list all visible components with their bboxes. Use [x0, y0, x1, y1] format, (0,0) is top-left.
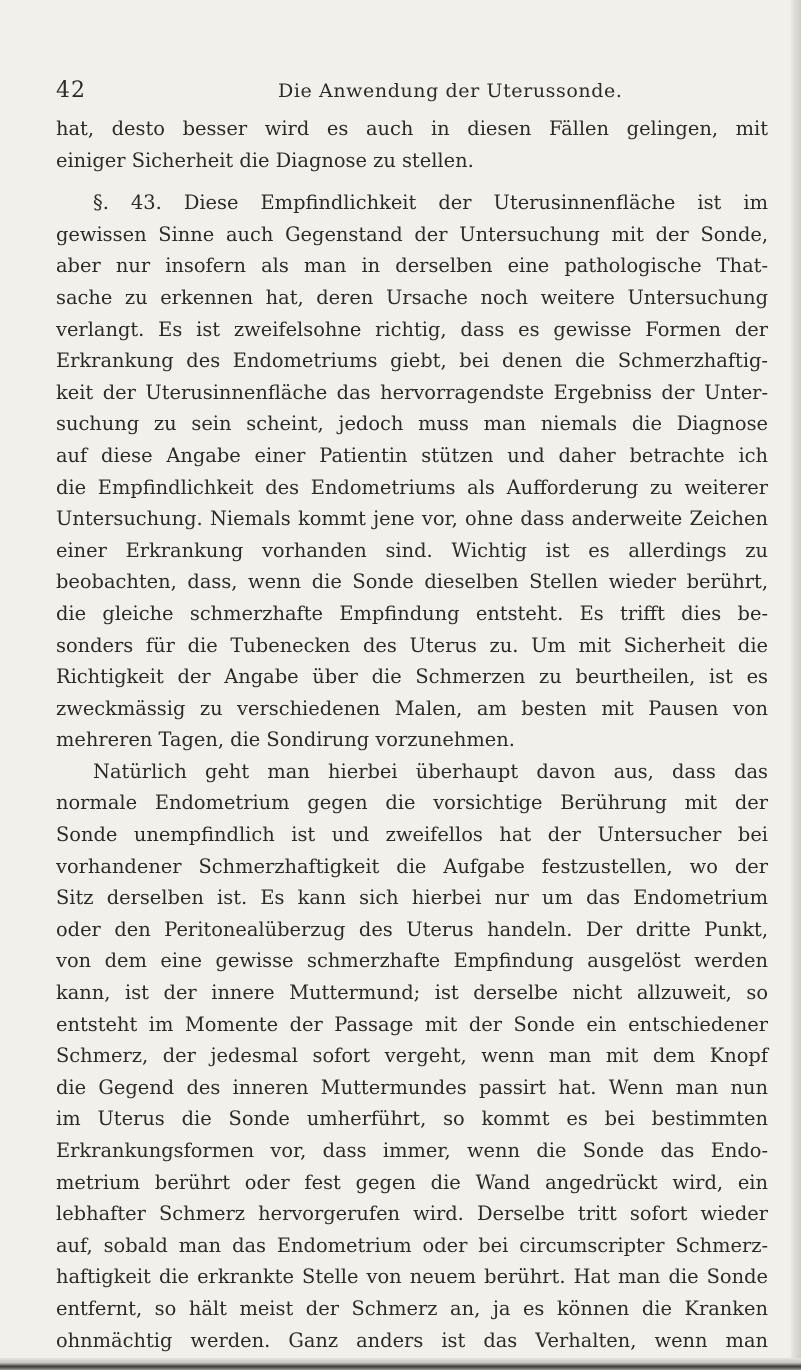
text-line: mehreren Tagen, die Sondirung vorzunehmen.	[56, 728, 515, 752]
text-line: aber nur insofern als man in derselben eine pathologische That-	[56, 254, 768, 278]
text-line: sache zu erkennen hat, deren Ursache noch weitere Untersuchung	[56, 285, 768, 309]
text-line: im Uterus die Sonde umherführt, so kommt es bei bestimmten	[56, 1107, 768, 1131]
text-line: Schmerz, der jedesmal sofort vergeht, wenn man mit dem Knopf	[56, 1044, 768, 1068]
text-line: lebhafter Schmerz hervorgerufen wird. Derselbe tritt sofort wieder	[56, 1202, 768, 1226]
text-line: suchung zu sein scheint, jedoch muss man niemals die Diagnose	[56, 412, 768, 436]
text-line: Erkrankung des Endometriums giebt, bei denen die Schmerzhaftig-	[56, 349, 768, 373]
text-line: die Gegend des inneren Muttermundes passirt hat. Wenn man nun	[56, 1075, 768, 1099]
page-number: 42	[56, 78, 86, 103]
text-line: Natürlich geht man hierbei überhaupt davon aus, dass das	[93, 759, 768, 783]
paragraph-gap	[56, 176, 768, 187]
text-line: hat, desto besser wird es auch in diesen Fällen gelingen, mit	[56, 117, 768, 140]
text-line: ohnmächtig werden. Ganz anders ist das Verhalten, wenn man	[56, 1328, 768, 1352]
text-line: beobachten, dass, wenn die Sonde dieselben Stellen wieder berührt,	[56, 570, 768, 594]
text-line: Sonde unempfindlich ist und zweifellos hat der Untersucher bei	[56, 823, 768, 847]
text-line: kann, ist der innere Muttermund; ist derselbe nicht allzuweit, so	[56, 981, 768, 1005]
body-text	[56, 113, 768, 1356]
text-line: entsteht im Momente der Passage mit der Sonde ein entschiedener	[56, 1012, 768, 1036]
page-edge-right	[791, 0, 801, 1370]
text-line: entfernt, so hält meist der Schmerz an, ja es können die Kranken	[56, 1296, 768, 1320]
text-line: die Empfindlichkeit des Endometriums als Aufforderung zu weiterer	[56, 475, 768, 499]
paragraph	[56, 113, 768, 176]
text-line: haftigkeit die erkrankte Stelle von neuem berührt. Hat man die Sonde	[56, 1265, 768, 1289]
text-line: gewissen Sinne auch Gegenstand der Untersuchung mit der Sonde,	[56, 222, 768, 246]
text-line: §. 43. Diese Empfindlichkeit der Uterusinnenfläche ist im	[93, 191, 768, 215]
running-title: Die Anwendung der Uterussonde.	[278, 80, 623, 102]
text-line: einer Erkrankung vorhanden sind. Wichtig ist es allerdings zu	[56, 538, 768, 562]
text-line: die gleiche schmerzhafte Empfindung entsteht. Es trifft dies be-	[56, 601, 768, 625]
paragraph	[56, 756, 768, 1356]
text-line: Untersuchung. Niemals kommt jene vor, ohne dass anderweite Zeichen	[56, 507, 768, 531]
text-line: Richtigkeit der Angabe über die Schmerzen zu beurtheilen, ist es	[56, 665, 768, 689]
text-line: normale Endometrium gegen die vorsichtige Berührung mit der	[56, 791, 768, 815]
text-line: Erkrankungsformen vor, dass immer, wenn die Sonde das Endo-	[56, 1139, 768, 1162]
text-line: Sitz derselben ist. Es kann sich hierbei nur um das Endometrium	[56, 886, 768, 910]
text-line: auf, sobald man das Endometrium oder bei circumscripter Schmerz-	[56, 1233, 768, 1257]
text-line: verlangt. Es ist zweifelsohne richtig, dass es gewisse Formen der	[56, 317, 768, 341]
text-line: vorhandener Schmerzhaftigkeit die Aufgabe festzustellen, wo der	[56, 854, 768, 878]
text-line: auf diese Angabe einer Patientin stützen und daher betrachte ich	[56, 443, 768, 467]
page-edge-bottom	[0, 1358, 801, 1370]
text-line: metrium berührt oder fest gegen die Wand angedrückt wird, ein	[56, 1170, 768, 1194]
text-line: sonders für die Tubenecken des Uterus zu. Um mit Sicherheit die	[56, 633, 768, 657]
text-line: einiger Sicherheit die Diagnose zu stellen.	[56, 148, 474, 172]
text-line: zweckmässig zu verschiedenen Malen, am besten mit Pausen von	[56, 696, 768, 720]
paragraph	[56, 187, 768, 756]
text-line: keit der Uterusinnenfläche das hervorragendste Ergebniss der Unter-	[56, 380, 768, 404]
text-line: von dem eine gewisse schmerzhafte Empfindung ausgelöst werden	[56, 949, 768, 973]
page-header	[56, 78, 768, 108]
text-line: oder den Peritonealüberzug des Uterus handeln. Der dritte Punkt,	[56, 917, 768, 941]
